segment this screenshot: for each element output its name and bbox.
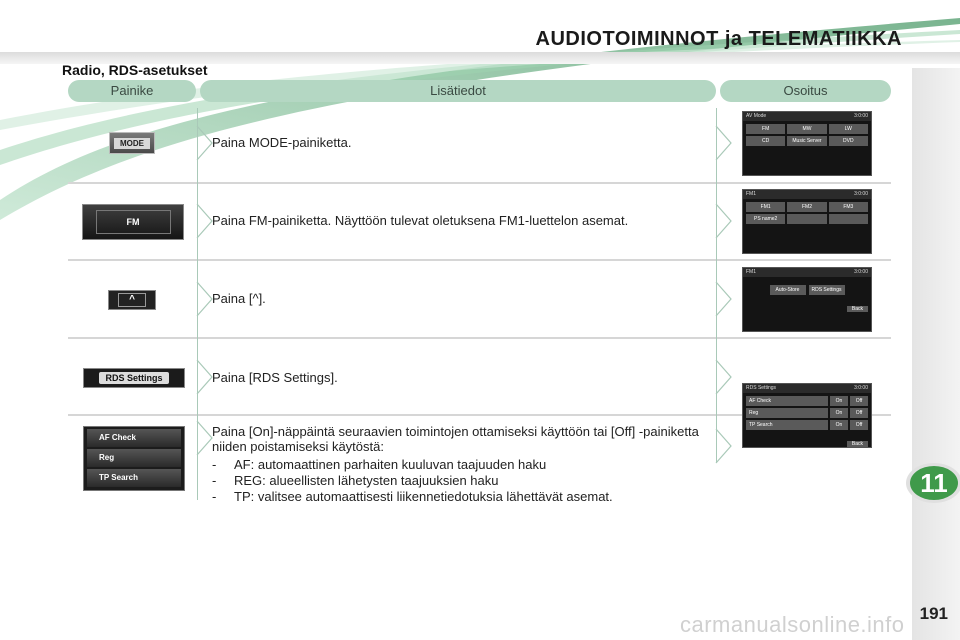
fm-list-screen: FM1 3:0:00 FM1 FM2 FM3 PS name2 (742, 189, 872, 254)
column-header-details: Lisätiedot (200, 80, 716, 102)
fm-menu-screen: FM1 3:0:00 Auto-Store RDS Settings Back (742, 267, 872, 332)
mode-button-image (109, 132, 155, 154)
row-3-text: Paina [^]. (212, 291, 266, 306)
row-1-text: Paina MODE-painiketta. (212, 135, 352, 150)
row-5-text (212, 424, 712, 505)
list-item: - TP: valitsee automaattisesti liikennetiedotuksia lähettävät asemat. (212, 489, 613, 504)
chevron-right-icon (715, 281, 737, 317)
af-check-label: AF Check (87, 429, 181, 447)
chevron-right-icon (715, 359, 737, 395)
chevron-right-icon (715, 125, 737, 161)
row-divider (68, 182, 891, 184)
rds-settings-button-label: RDS Settings (99, 372, 168, 384)
row-divider (68, 337, 891, 339)
fm-button-image (82, 204, 184, 240)
list-item: - REG: alueellisten lähetysten taajuuksien haku (212, 473, 499, 488)
tp-search-label: TP Search (87, 469, 181, 487)
row-5-intro: Paina [On]-näppäintä seuraavien toimintojen ottamiseksi käyttöön tai [Off] -painiketta niiden poistamiseksi käytöstä: (212, 424, 699, 454)
list-item: - AF: automaattinen parhaiten kuuluvan taajuuden haku (212, 457, 547, 472)
watermark: carmanualsonline.info (680, 612, 905, 637)
rds-settings-screen: RDS Settings 3:0:00 AF Check On Off Reg On Off TP Search On Off Back (742, 383, 872, 448)
page-number: 191 (919, 604, 948, 623)
chevron-right-icon (715, 203, 737, 239)
row-2-text: Paina FM-painiketta. Näyttöön tulevat oletuksena FM1-luettelon asemat. (212, 213, 629, 228)
row-4-text: Paina [RDS Settings]. (212, 370, 338, 385)
av-mode-screen: AV Mode 3:0:00 FM MW LW CD Music Server DVD (742, 111, 872, 176)
section-title: Radio, RDS-asetukset (62, 62, 208, 78)
chapter-number: 11 (920, 468, 948, 498)
mode-button-label: MODE (114, 138, 150, 149)
fm-button-label: FM (96, 210, 171, 234)
chevron-right-icon (715, 428, 737, 464)
up-button-image (108, 290, 156, 310)
page-title: AUDIOTOIMINNOT ja TELEMATIIKKA (535, 28, 902, 50)
rds-options-button-image (83, 426, 185, 491)
rds-settings-button-image (83, 368, 185, 388)
column-header-display: Osoitus (720, 80, 891, 102)
reg-label: Reg (87, 449, 181, 467)
column-header-button: Painike (68, 80, 196, 102)
row-divider (68, 259, 891, 261)
right-margin-strip (912, 68, 960, 640)
up-button-label: ^ (118, 293, 146, 307)
